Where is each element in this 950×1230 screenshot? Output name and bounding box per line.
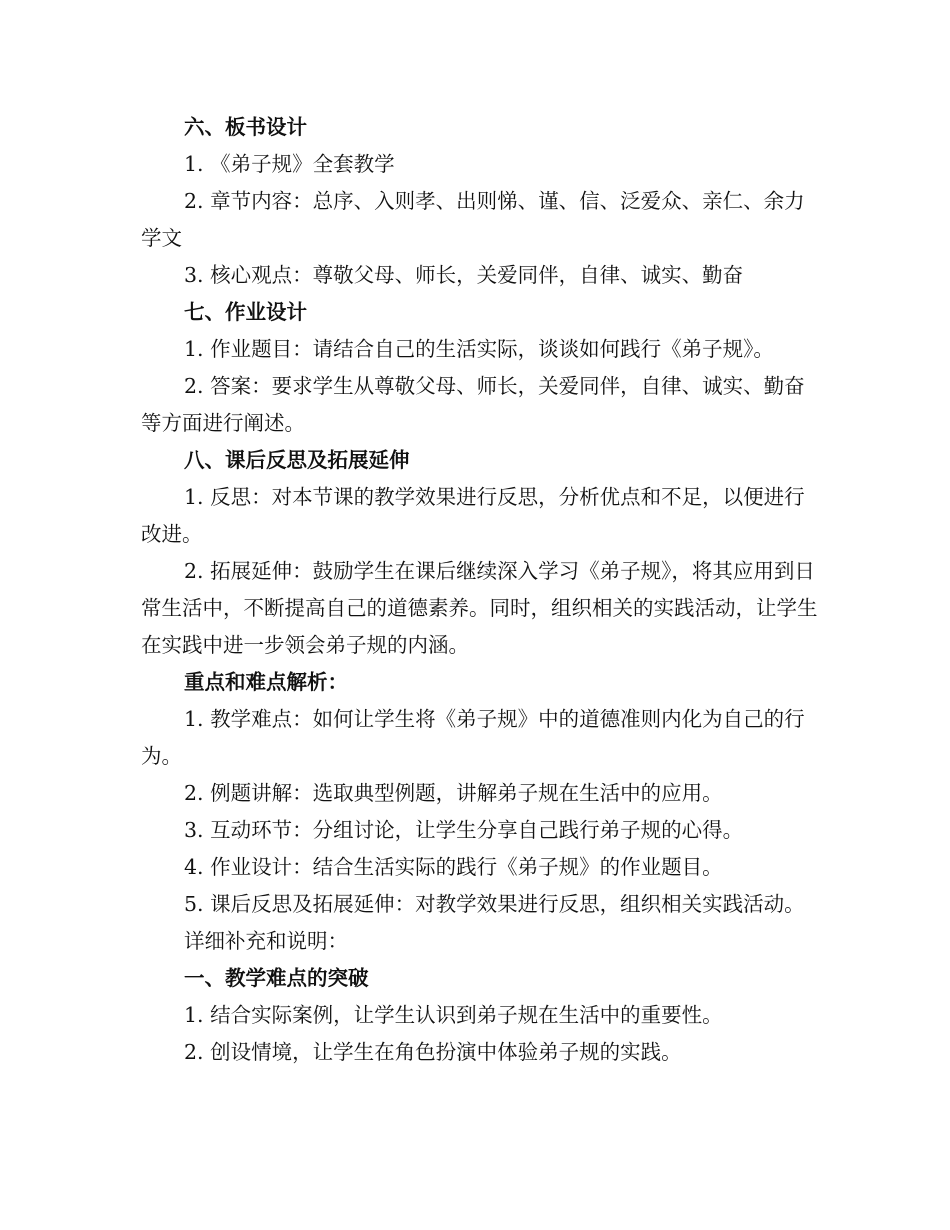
list-item: 2. 拓展延伸：鼓励学生在课后继续深入学习《弟子规》，将其应用到日常生活中，不断提高自己的道德素养。同时，组织相关的实践活动，让学生在实践中进一步领会弟子规的内涵。: [141, 559, 818, 657]
section-heading-key-points: 重点和难点解析：: [184, 670, 348, 694]
document-body: [141, 109, 821, 1071]
list-item: 2. 创设情境，让学生在角色扮演中体验弟子规的实践。: [184, 1040, 682, 1064]
list-item: 5. 课后反思及拓展延伸：对教学效果进行反思，组织相关实践活动。: [184, 892, 805, 916]
list-item: 2. 章节内容：总序、入则孝、出则悌、谨、信、泛爱众、亲仁、余力学文: [141, 189, 805, 250]
section-heading-reflection-extension: 八、课后反思及拓展延伸: [184, 448, 410, 472]
list-item: 1. 《弟子规》全套教学: [184, 152, 395, 176]
list-item: 1. 结合实际案例，让学生认识到弟子规在生活中的重要性。: [184, 1003, 723, 1027]
list-item: 1. 反思：对本节课的教学效果进行反思，分析优点和不足，以便进行改进。: [141, 485, 805, 546]
list-item: 4. 作业设计：结合生活实际的践行《弟子规》的作业题目。: [184, 855, 723, 879]
supplement-label: 详细补充和说明：: [184, 929, 348, 953]
section-heading-homework-design: 七、作业设计: [184, 300, 307, 324]
list-item: 2. 例题讲解：选取典型例题，讲解弟子规在生活中的应用。: [184, 781, 723, 805]
list-item: 1. 作业题目：请结合自己的生活实际，谈谈如何践行《弟子规》。: [184, 337, 774, 361]
section-heading-difficulty-breakthrough: 一、教学难点的突破: [184, 966, 369, 990]
list-item: 1. 教学难点：如何让学生将《弟子规》中的道德准则内化为自己的行为。: [141, 707, 805, 768]
list-item: 3. 核心观点：尊敬父母、师长，关爱同伴，自律、诚实、勤奋: [184, 263, 744, 287]
list-item: 2. 答案：要求学生从尊敬父母、师长，关爱同伴，自律、诚实、勤奋等方面进行阐述。: [141, 374, 805, 435]
list-item: 3. 互动环节：分组讨论，让学生分享自己践行弟子规的心得。: [184, 818, 744, 842]
section-heading-blackboard-design: 六、板书设计: [184, 115, 307, 139]
